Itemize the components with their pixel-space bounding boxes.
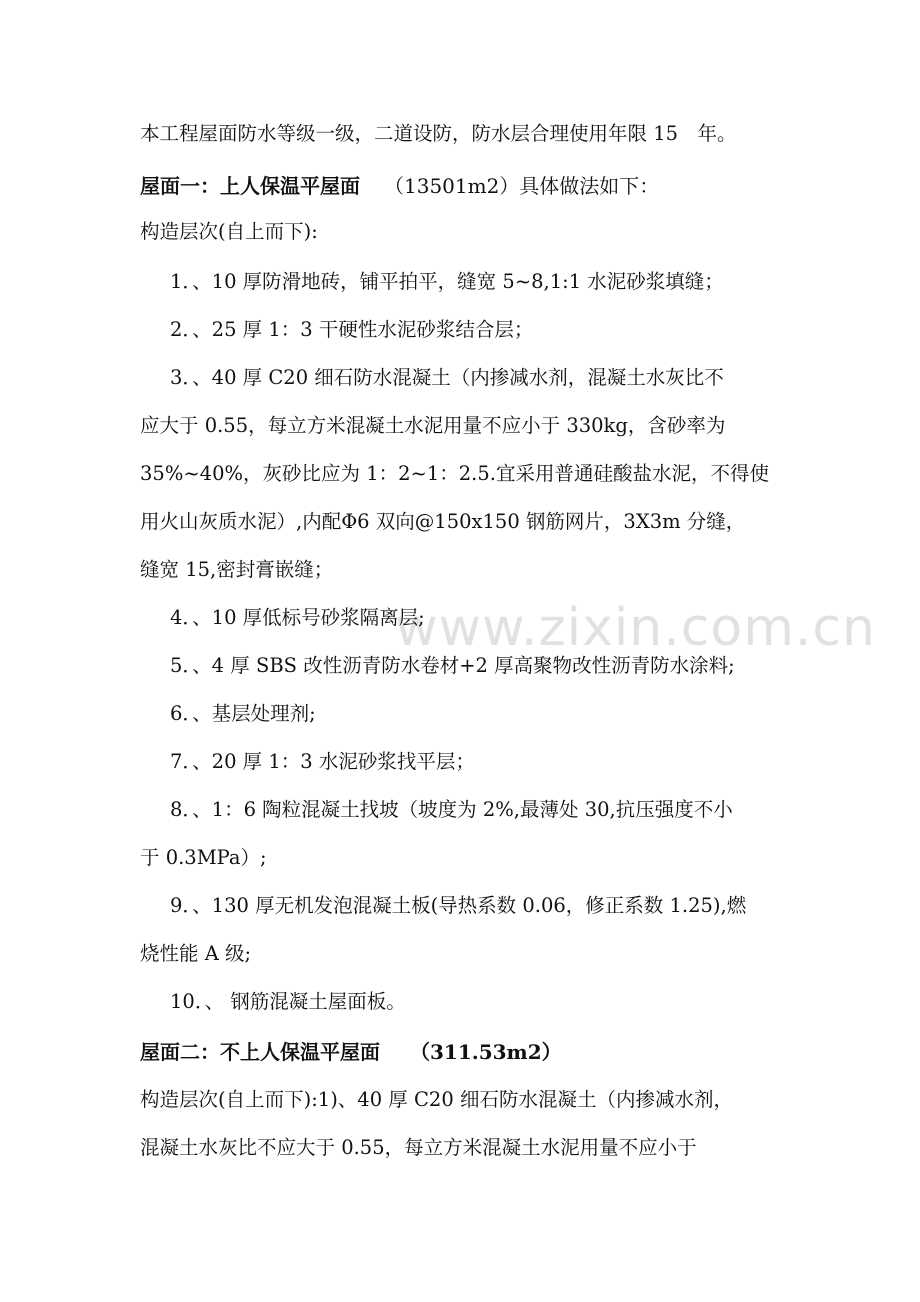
roof1-heading (140, 172, 880, 200)
roof1-line: 35%~40%，灰砂比应为 1：2~1：2.5.宜采用普通硅酸盐水泥，不得使 (140, 462, 769, 485)
intro-paragraph: 本工程屋面防水等级一级，二道设防，防水层合理使用年限 15 年。 (140, 122, 737, 145)
roof1-line: 6．、基层处理剂; (170, 702, 316, 725)
roof1-line: 应大于 0.55，每立方米混凝土水泥用量不应小于 330kg，含砂率为 (140, 414, 726, 437)
roof1-line: 7．、20 厚 1：3 水泥砂浆找平层； (170, 750, 475, 773)
roof1-line: 烧性能 A 级; (140, 942, 252, 965)
roof1-line: 缝宽 15,密封膏嵌缝； (140, 558, 334, 581)
roof1-line: 3．、40 厚 C20 细石防水混凝土（内掺减水剂，混凝土水灰比不 (170, 366, 724, 389)
roof1-line: 1．、10 厚防滑地砖，铺平拍平，缝宽 5~8,1:1 水泥砂浆填缝； (170, 270, 724, 293)
roof1-line: 10．、 钢筋混凝土屋面板。 (170, 990, 406, 1013)
roof2-heading (140, 1038, 880, 1066)
roof1-line: 5．、4 厚 SBS 改性沥青防水卷材+2 厚高聚物改性沥青防水涂料; (170, 654, 735, 677)
roof1-line: 4．、10 厚低标号砂浆隔离层; (170, 606, 425, 629)
roof1-line: 用火山灰质水泥）,内配Φ6 双向@150x150 钢筋网片，3X3m 分缝， (140, 510, 746, 533)
roof1-line: 于 0.3MPa）; (140, 846, 267, 869)
roof2-area-note: （311.53m2） (410, 1040, 562, 1064)
roof2-line: 构造层次(自上而下):1)、40 厚 C20 细石防水混凝土（内掺减水剂， (140, 1088, 733, 1111)
roof1-title: 屋面一：上人保温平屋面 (140, 174, 360, 198)
watermark: www.zixin.com.cn (395, 598, 876, 658)
roof1-line: 2．、25 厚 1：3 干硬性水泥砂浆结合层； (170, 318, 534, 341)
roof1-subtitle: 构造层次(自上而下): (140, 220, 318, 243)
roof1-area-note: （13501m2）具体做法如下： (384, 174, 660, 198)
roof1-line: 8．、1：6 陶粒混凝土找坡（坡度为 2%,最薄处 30,抗压强度不小 (170, 798, 733, 821)
roof2-title: 屋面二：不上人保温平屋面 (140, 1040, 380, 1064)
roof1-line: 9．、130 厚无机发泡混凝土板(导热系数 0.06，修正系数 1.25),燃 (170, 894, 747, 917)
roof2-line: 混凝土水灰比不应大于 0.55，每立方米混凝土水泥用量不应小于 (140, 1136, 697, 1159)
